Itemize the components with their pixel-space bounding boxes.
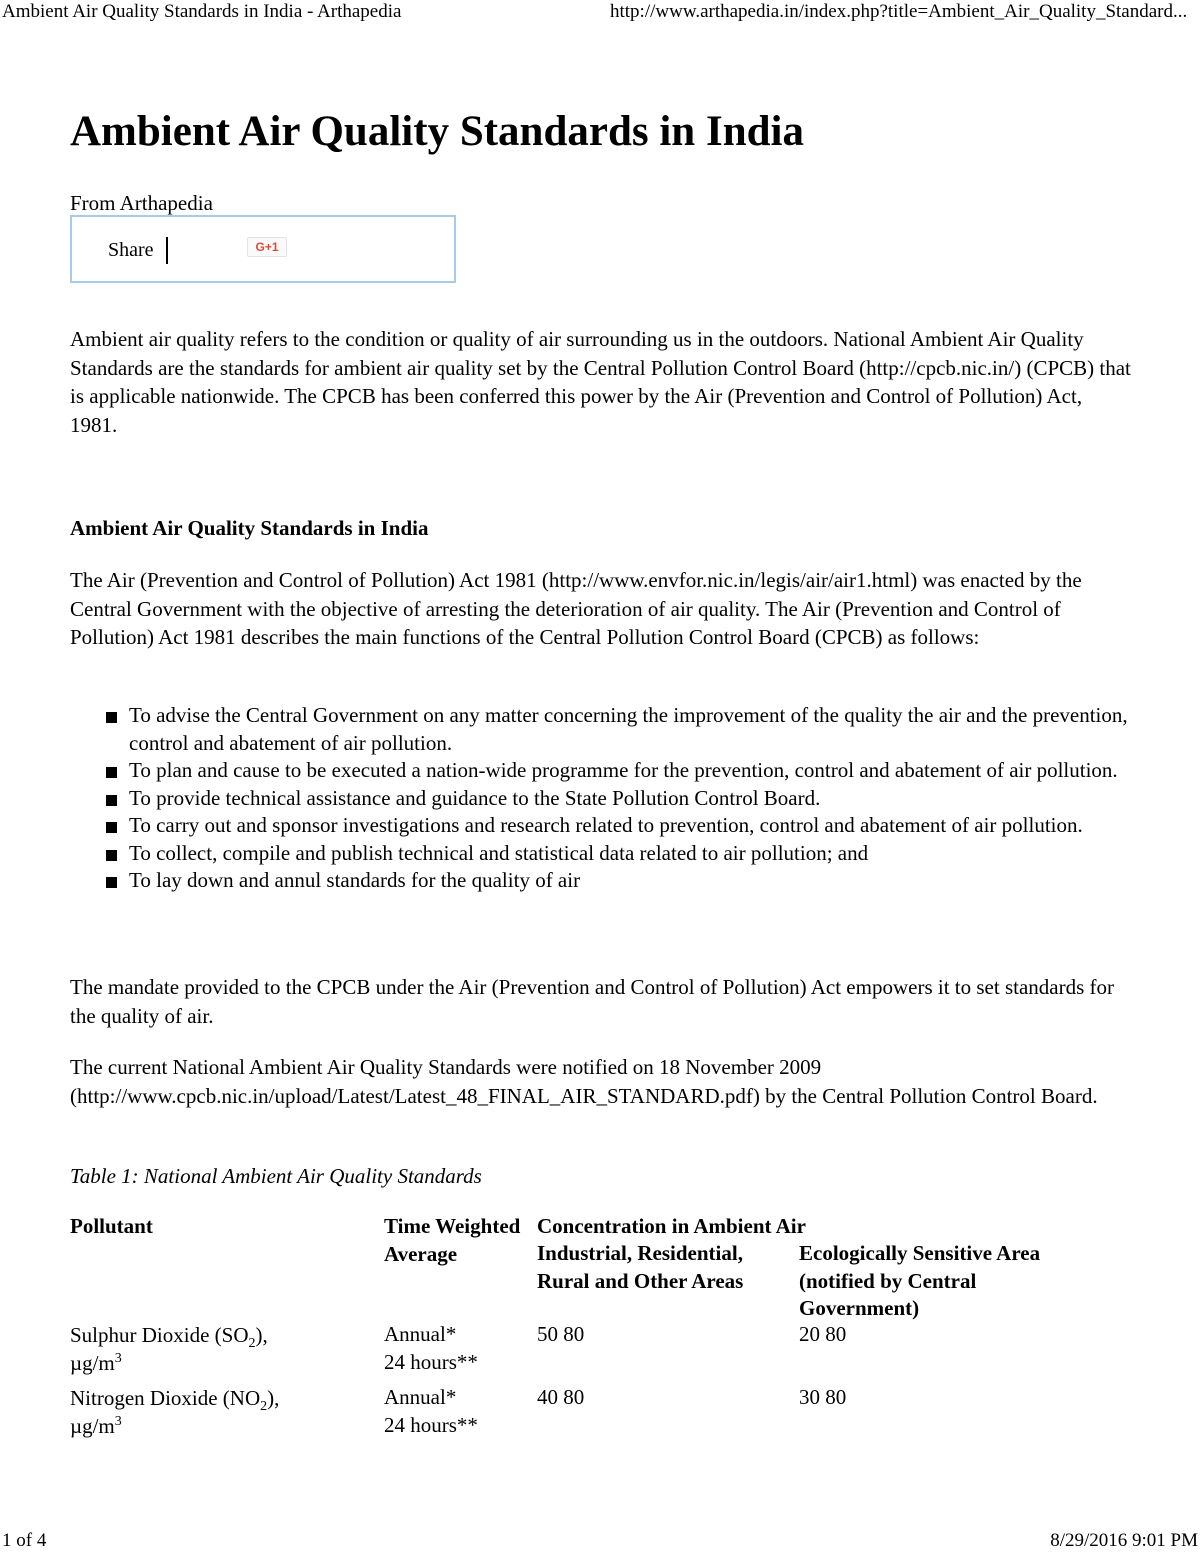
header-time-weighted-average: Time Weighted Average xyxy=(384,1214,521,1266)
cpcb-functions-list xyxy=(106,702,1132,895)
square-bullet-icon xyxy=(106,795,117,806)
square-bullet-icon xyxy=(106,822,117,833)
table-row-so2-ecological: 20 80 xyxy=(799,1322,847,1346)
list-item: To provide technical assistance and guidance to the State Pollution Control Board. xyxy=(106,785,1132,813)
section-paragraph-3: The current National Ambient Air Quality Standards were notified on 18 November 2009 (http://www.cpcb.nic.in/upload/Latest/Latest_48_FINAL_AIR_STANDARD.pdf) by the Central Pollution Control Board. xyxy=(70,1055,1098,1108)
intro-paragraph: Ambient air quality refers to the condition or quality of air surrounding us in the outdoors. National Ambient Air Quality Standards are the standards for ambient air quality set by the Central Pollution Control Board (http://cpcb.nic.in/) (CPCB) that is applicable nationwide. The CPCB has been conferred this power by the Air (Prevention and Control of Pollution) Act, 1981. xyxy=(70,327,1131,437)
table-row-no2-pollutant: Nitrogen Dioxide $(NO_2)$, $\mu g/m^3$ xyxy=(70,1386,280,1438)
table-row-no2-ecological: 30 80 xyxy=(799,1385,847,1409)
header-ecological-areas: Ecologically Sensitive Area (notified by Central Government) xyxy=(799,1241,1041,1320)
table-row-so2-industrial: 50 80 xyxy=(537,1322,585,1346)
section-paragraph-2: The mandate provided to the CPCB under the Air (Prevention and Control of Pollution) Act empowers it to set standards for the quality of air. xyxy=(70,975,1114,1028)
table-caption: Table 1: National Ambient Air Quality Standards xyxy=(70,1164,482,1188)
share-divider xyxy=(166,237,168,264)
table-row-no2-industrial: 40 80 xyxy=(537,1385,585,1409)
square-bullet-icon xyxy=(106,767,117,778)
table-row-no2-average: Annual* 24 hours** xyxy=(384,1385,478,1437)
section-heading: Ambient Air Quality Standards in India xyxy=(70,516,429,540)
square-bullet-icon xyxy=(106,850,117,861)
source-line: From Arthapedia xyxy=(70,191,213,215)
list-item: To lay down and annul standards for the quality of air xyxy=(106,867,1132,895)
print-footer-page: 1 of 4 xyxy=(2,1530,47,1551)
header-industrial-areas: Industrial, Residential, Rural and Other Areas xyxy=(537,1241,744,1293)
square-bullet-icon xyxy=(106,877,117,888)
print-footer-datetime: 8/29/2016 9:01 PM xyxy=(1050,1530,1198,1551)
page-title: Ambient Air Quality Standards in India xyxy=(70,108,804,155)
share-button[interactable]: Share xyxy=(108,239,154,261)
square-bullet-icon xyxy=(106,712,117,723)
section-paragraph-1: The Air (Prevention and Control of Pollution) Act 1981 (http://www.envfor.nic.in/legis/air/air1.html) was enacted by the Central Government with the objective of arresting the deterioration of air quality. The Air (Prevention and Control of Pollution) Act 1981 describes the main functions of the Central Pollution Control Board (CPCB) as follows: xyxy=(70,568,1082,649)
table-row-so2-pollutant: Sulphur Dioxide $(SO_2)$, $\mu g/m^3$ xyxy=(70,1323,268,1375)
header-concentration: Concentration in Ambient Air xyxy=(537,1214,806,1238)
list-item: To carry out and sponsor investigations and research related to prevention, control and abatement of air pollution. xyxy=(106,812,1132,840)
list-item: To advise the Central Government on any matter concerning the improvement of the quality the air and the prevention, control and abatement of air pollution. xyxy=(106,702,1132,757)
share-bar xyxy=(70,215,456,283)
table-row-so2-average: Annual* 24 hours** xyxy=(384,1322,478,1374)
google-plus-icon[interactable]: G+1 xyxy=(247,237,287,257)
list-item: To collect, compile and publish technical and statistical data related to air pollution; and xyxy=(106,840,1132,868)
header-pollutant: Pollutant xyxy=(70,1214,153,1238)
print-header-title: Ambient Air Quality Standards in India - Arthapedia xyxy=(2,1,402,22)
list-item: To plan and cause to be executed a nation-wide programme for the prevention, control and abatement of air pollution. xyxy=(106,757,1132,785)
print-header-url: http://www.arthapedia.in/index.php?title=Ambient_Air_Quality_Standard... xyxy=(610,1,1188,22)
